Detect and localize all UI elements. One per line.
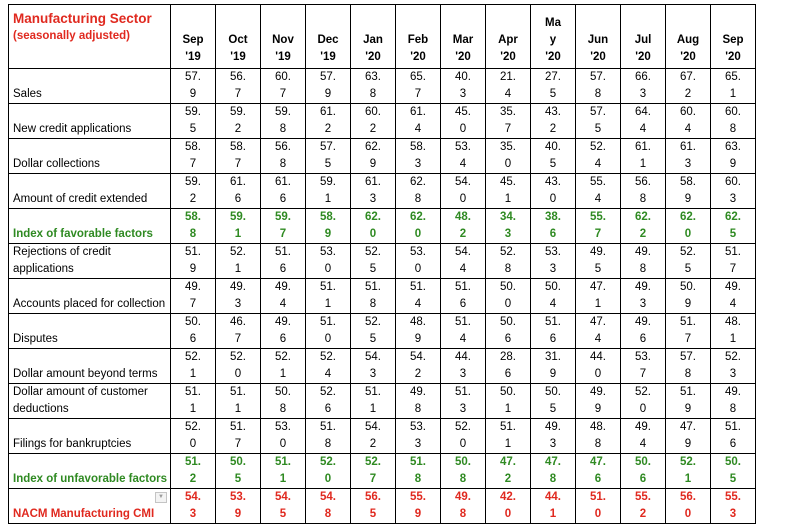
value-cell[interactable]: 52. 1 [216,244,261,279]
value-cell[interactable]: 63. 9 [711,139,756,174]
row-label-cell[interactable]: Sales [9,69,171,104]
value-cell[interactable]: 52. 0 [441,419,486,454]
value-cell[interactable]: 61. 3 [666,139,711,174]
value-cell[interactable]: 31. 9 [531,349,576,384]
value-cell[interactable]: 51. 0 [576,489,621,524]
value-cell[interactable]: 44. 3 [441,349,486,384]
value-cell[interactable]: 57. 9 [171,69,216,104]
value-cell[interactable]: 50. 4 [531,279,576,314]
value-cell[interactable]: 53. 7 [621,349,666,384]
row-label-cell[interactable]: Accounts placed for collection [9,279,171,314]
value-cell[interactable]: 49. 8 [711,384,756,419]
row-label-cell[interactable]: New credit applications [9,104,171,139]
row-label-cell[interactable]: Filings for bankruptcies [9,419,171,454]
value-cell[interactable]: 49. 4 [261,279,306,314]
value-cell[interactable]: 50. 8 [261,384,306,419]
value-cell[interactable]: 51. 1 [306,279,351,314]
value-cell[interactable]: 40. 5 [531,139,576,174]
value-cell[interactable]: 52. 8 [486,244,531,279]
value-cell[interactable]: 44. 0 [576,349,621,384]
table-title-cell[interactable] [9,5,171,69]
value-cell[interactable]: 51. 1 [261,454,306,489]
value-cell[interactable]: 55. 7 [576,209,621,244]
row-label-cell[interactable]: Rejections of credit applications [9,244,171,279]
value-cell[interactable]: 52. 6 [306,384,351,419]
value-cell[interactable]: 61. 6 [261,174,306,209]
value-cell[interactable]: 59. 2 [171,174,216,209]
row-label-cell[interactable]: Dollar amount beyond terms [9,349,171,384]
value-cell[interactable]: 57. 8 [576,69,621,104]
value-cell[interactable]: 50. 0 [486,279,531,314]
value-cell[interactable]: 59. 1 [216,209,261,244]
value-cell[interactable]: 52. 0 [306,454,351,489]
value-cell[interactable]: 47. 1 [576,279,621,314]
value-cell[interactable]: 51. 4 [441,314,486,349]
value-cell[interactable]: 57. 8 [666,349,711,384]
value-cell[interactable]: 52. 0 [171,419,216,454]
value-cell[interactable]: 61. 6 [216,174,261,209]
value-cell[interactable]: 51. 2 [171,454,216,489]
value-cell[interactable]: 52. 0 [621,384,666,419]
value-cell[interactable]: 47. 9 [666,419,711,454]
month-header[interactable]: Oct '19 [216,5,261,69]
value-cell[interactable]: 51. 9 [666,384,711,419]
value-cell[interactable]: 47. 6 [576,454,621,489]
table-row [9,349,756,384]
table-row [9,104,756,139]
value-cell[interactable]: 49. 4 [621,419,666,454]
month-header[interactable]: Apr '20 [486,5,531,69]
value-cell[interactable]: 49. 7 [171,279,216,314]
value-cell[interactable]: 49. 8 [621,244,666,279]
month-header[interactable]: Feb '20 [396,5,441,69]
value-cell[interactable]: 54. 4 [441,244,486,279]
table-title: Manufacturing Sector [13,11,152,26]
value-cell[interactable]: 52. 1 [171,349,216,384]
month-header[interactable]: Sep '20 [711,5,756,69]
value-cell[interactable]: 54. 8 [306,489,351,524]
table-row [9,244,756,279]
value-cell[interactable]: 51. 7 [216,419,261,454]
value-cell[interactable]: 56. 7 [216,69,261,104]
value-cell[interactable]: 49. 3 [621,279,666,314]
value-cell[interactable]: 54. 3 [171,489,216,524]
value-cell[interactable]: 50. 6 [171,314,216,349]
value-cell[interactable]: 51. 8 [306,419,351,454]
row-label-cell[interactable]: Dollar amount of customer deductions [9,384,171,419]
value-cell[interactable]: 58. 7 [216,139,261,174]
month-header[interactable]: Dec '19 [306,5,351,69]
value-cell[interactable]: 49. 8 [441,489,486,524]
value-cell[interactable]: 67. 2 [666,69,711,104]
value-cell[interactable]: 53. 3 [531,244,576,279]
table-row [9,314,756,349]
value-cell[interactable]: 27. 5 [531,69,576,104]
value-cell[interactable]: 52. 3 [711,349,756,384]
value-cell[interactable]: 51. 6 [261,244,306,279]
value-cell[interactable]: 48. 2 [441,209,486,244]
value-cell[interactable]: 51. 1 [351,384,396,419]
value-cell[interactable]: 53. 0 [396,244,441,279]
value-cell[interactable]: 65. 1 [711,69,756,104]
value-cell[interactable]: 51. 9 [171,244,216,279]
value-cell[interactable]: 60. 3 [711,174,756,209]
value-cell[interactable]: 52. 4 [306,349,351,384]
table-row [9,139,756,174]
value-cell[interactable]: 59. 5 [171,104,216,139]
value-cell[interactable]: 47. 2 [486,454,531,489]
value-cell[interactable]: 54. 3 [351,349,396,384]
value-cell[interactable]: 51. 6 [441,279,486,314]
value-cell[interactable]: 53. 4 [441,139,486,174]
table-row [9,419,756,454]
value-cell[interactable]: 64. 4 [621,104,666,139]
table-row [9,209,756,244]
table-row [9,174,756,209]
table-body [9,69,756,524]
value-cell[interactable]: 52. 5 [351,314,396,349]
value-cell[interactable]: 55. 2 [621,489,666,524]
value-cell[interactable]: 52. 4 [576,139,621,174]
value-cell[interactable]: 60. 2 [351,104,396,139]
value-cell[interactable]: 52. 1 [666,454,711,489]
value-cell[interactable]: 50. 5 [216,454,261,489]
value-cell[interactable]: 49. 6 [621,314,666,349]
value-cell[interactable]: 60. 4 [666,104,711,139]
header-row [9,5,756,69]
value-cell[interactable]: 62. 0 [351,209,396,244]
value-cell[interactable]: 62. 8 [396,174,441,209]
value-cell[interactable]: 53. 3 [396,419,441,454]
value-cell[interactable]: 58. 8 [171,209,216,244]
value-cell[interactable]: 59. 8 [261,104,306,139]
value-cell[interactable]: 54. 5 [261,489,306,524]
value-cell[interactable]: 51. 1 [171,384,216,419]
value-cell[interactable]: 56. 5 [351,489,396,524]
value-cell[interactable]: 52. 7 [351,454,396,489]
value-cell[interactable]: 52. 1 [261,349,306,384]
value-cell[interactable]: 51. 4 [396,279,441,314]
value-cell[interactable]: 62. 0 [666,209,711,244]
value-cell[interactable]: 51. 6 [531,314,576,349]
value-cell[interactable]: 48. 1 [711,314,756,349]
value-cell[interactable]: 50. 6 [621,454,666,489]
month-header[interactable]: Sep '19 [171,5,216,69]
value-cell[interactable]: 63. 8 [351,69,396,104]
value-cell[interactable]: 54. 2 [351,419,396,454]
row-label-cell[interactable]: Amount of credit extended [9,174,171,209]
value-cell[interactable]: 21. 4 [486,69,531,104]
value-cell[interactable]: 51. 8 [351,279,396,314]
table-row [9,454,756,489]
table-row [9,489,756,524]
table-row [9,69,756,104]
value-cell[interactable]: 54. 2 [396,349,441,384]
value-cell[interactable]: 42. 0 [486,489,531,524]
value-cell[interactable]: 56. 8 [261,139,306,174]
table-row [9,384,756,419]
value-cell[interactable]: 50. 8 [441,454,486,489]
value-cell[interactable]: 47. 8 [531,454,576,489]
value-cell[interactable]: 51. 8 [396,454,441,489]
value-cell[interactable]: 57. 5 [306,139,351,174]
value-cell[interactable]: 40. 3 [441,69,486,104]
value-cell[interactable]: 66. 3 [621,69,666,104]
value-cell[interactable]: 50. 1 [486,384,531,419]
value-cell[interactable]: 56. 8 [621,174,666,209]
value-cell[interactable]: 50. 5 [711,454,756,489]
value-cell[interactable]: 54. 0 [441,174,486,209]
table-subtitle: (seasonally adjusted) [13,30,130,42]
month-header[interactable]: Jul '20 [621,5,666,69]
value-cell[interactable]: 61. 3 [351,174,396,209]
value-cell[interactable]: 55. 9 [396,489,441,524]
value-cell[interactable]: 45. 0 [441,104,486,139]
value-cell[interactable]: 62. 0 [396,209,441,244]
value-cell[interactable]: 49. 6 [261,314,306,349]
value-cell[interactable]: 47. 4 [576,314,621,349]
value-cell[interactable]: 43. 2 [531,104,576,139]
value-cell[interactable]: 49. 4 [711,279,756,314]
value-cell[interactable]: 48. 9 [396,314,441,349]
value-cell[interactable]: 60. 8 [711,104,756,139]
value-cell[interactable]: 57. 9 [306,69,351,104]
value-cell[interactable]: 46. 7 [216,314,261,349]
manufacturing-cmi-table [8,4,756,524]
value-cell[interactable]: 61. 1 [621,139,666,174]
value-cell[interactable]: 53. 9 [216,489,261,524]
value-cell[interactable]: 58. 9 [666,174,711,209]
month-header[interactable]: Ma y '20 [531,5,576,69]
row-label-cell[interactable]: Dollar collections [9,139,171,174]
value-cell[interactable]: 59. 2 [216,104,261,139]
value-cell[interactable]: 58. 7 [171,139,216,174]
month-header[interactable]: Mar '20 [441,5,486,69]
value-cell[interactable]: 49. 3 [216,279,261,314]
value-cell[interactable]: 28. 6 [486,349,531,384]
row-label-cell[interactable]: Index of favorable factors [9,209,171,244]
value-cell[interactable]: 55. 3 [711,489,756,524]
value-cell[interactable]: 60. 7 [261,69,306,104]
value-cell[interactable]: 43. 0 [531,174,576,209]
value-cell[interactable]: 53. 0 [261,419,306,454]
value-cell[interactable]: 62. 2 [621,209,666,244]
value-cell[interactable]: 50. 6 [486,314,531,349]
value-cell[interactable]: 51. 1 [486,419,531,454]
value-cell[interactable]: 57. 5 [576,104,621,139]
value-cell[interactable]: 59. 1 [306,174,351,209]
value-cell[interactable]: 48. 8 [576,419,621,454]
value-cell[interactable]: 50. 5 [531,384,576,419]
value-cell[interactable]: 49. 9 [576,384,621,419]
value-cell[interactable]: 49. 8 [396,384,441,419]
month-header[interactable]: Nov '19 [261,5,306,69]
value-cell[interactable]: 53. 0 [306,244,351,279]
value-cell[interactable]: 49. 5 [576,244,621,279]
value-cell[interactable]: 51. 7 [711,244,756,279]
row-label-cell[interactable]: Disputes [9,314,171,349]
value-cell[interactable]: 49. 3 [531,419,576,454]
value-cell[interactable]: 58. 9 [306,209,351,244]
value-cell[interactable]: 61. 4 [396,104,441,139]
value-cell[interactable]: 38. 6 [531,209,576,244]
value-cell[interactable]: 62. 5 [711,209,756,244]
value-cell[interactable]: 56. 0 [666,489,711,524]
value-cell[interactable]: 51. 3 [441,384,486,419]
month-header[interactable]: Aug '20 [666,5,711,69]
value-cell[interactable]: 35. 0 [486,139,531,174]
row-label-cell[interactable] [9,489,171,524]
month-header[interactable]: Jun '20 [576,5,621,69]
table-row [9,279,756,314]
value-cell[interactable]: 62. 9 [351,139,396,174]
value-cell[interactable]: 51. 1 [216,384,261,419]
filter-dropdown-icon[interactable]: ▼ [155,492,167,503]
value-cell[interactable]: 52. 5 [351,244,396,279]
value-cell[interactable]: 65. 7 [396,69,441,104]
value-cell[interactable]: 61. 2 [306,104,351,139]
value-cell[interactable]: 51. 0 [306,314,351,349]
value-cell[interactable]: 58. 3 [396,139,441,174]
value-cell[interactable]: 55. 4 [576,174,621,209]
value-cell[interactable]: 35. 7 [486,104,531,139]
value-cell[interactable]: 50. 9 [666,279,711,314]
row-label-cell[interactable]: Index of unfavorable factors [9,454,171,489]
value-cell[interactable]: 59. 7 [261,209,306,244]
value-cell[interactable]: 51. 7 [666,314,711,349]
value-cell[interactable]: 51. 6 [711,419,756,454]
month-header[interactable]: Jan '20 [351,5,396,69]
value-cell[interactable]: 45. 1 [486,174,531,209]
value-cell[interactable]: 34. 3 [486,209,531,244]
value-cell[interactable]: 52. 5 [666,244,711,279]
value-cell[interactable]: 44. 1 [531,489,576,524]
row-label: NACM Manufacturing CMI [13,508,155,520]
value-cell[interactable]: 52. 0 [216,349,261,384]
